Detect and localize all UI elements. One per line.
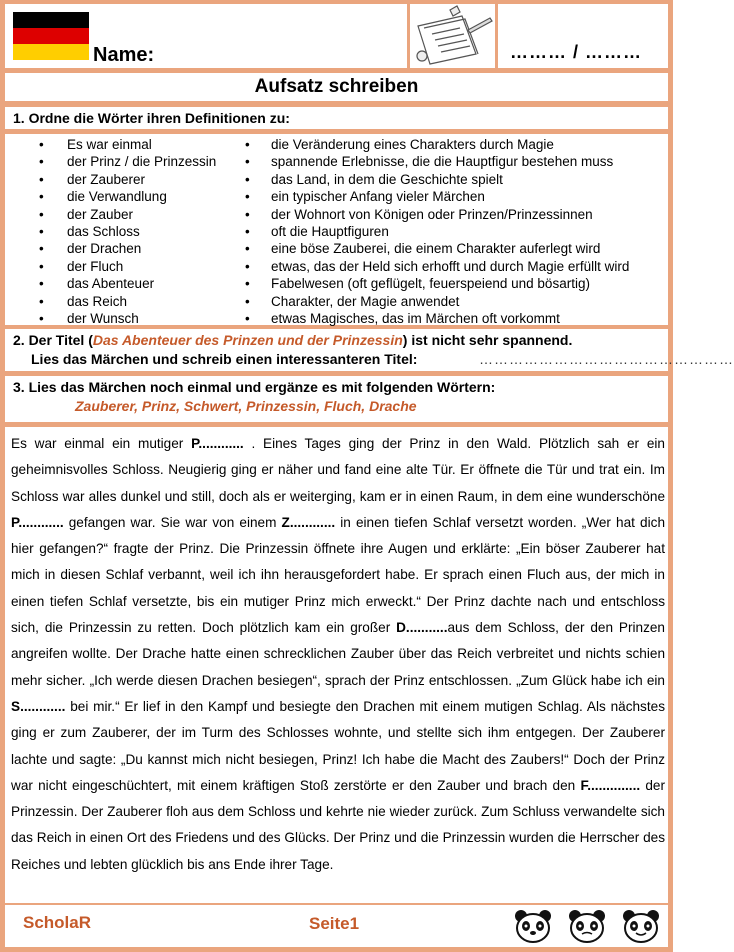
notebook-pen-icon [410, 4, 495, 68]
definition-item: eine böse Zauberei, die einem Charakter auferlegt wird [271, 241, 601, 257]
section1-heading: 1. Ordne die Wörter ihren Definitionen zu: [13, 110, 290, 126]
bullet-icon: • [39, 137, 44, 152]
word-item: das Reich [67, 293, 128, 309]
blank-prinz[interactable]: P............ [191, 436, 244, 451]
definition-item: der Wohnort von Königen oder Prinzen/Prinzessinnen [271, 206, 593, 222]
definition-item: spannende Erlebnisse, die die Hauptfigur bestehen muss [271, 154, 614, 170]
bullet-icon: • [245, 276, 250, 292]
bullet-icon: • [39, 241, 44, 257]
blank-fluch[interactable]: F.............. [580, 777, 641, 793]
bullet-icon: • [39, 223, 44, 239]
bullets-left [39, 136, 44, 327]
definition-item: ein typischer Anfang vieler Märchen [271, 189, 485, 205]
page-number: Seite1 [309, 914, 360, 933]
blank-drache[interactable]: D........... [396, 620, 448, 636]
definition-item: Fabelwesen (oft geflügelt, feuerspeiend und bösartig) [271, 276, 590, 292]
word-item: der Drachen [67, 241, 142, 257]
bullet-icon: • [39, 276, 44, 292]
word-item: die Verwandlung [67, 189, 167, 205]
german-flag-icon [13, 12, 89, 60]
bullet-icon: • [245, 310, 250, 326]
panda-icon [513, 908, 553, 944]
footer [5, 905, 668, 947]
page-title: Aufsatz schreiben [254, 76, 419, 97]
bullets-right [245, 136, 250, 327]
bullet-icon: • [245, 293, 250, 309]
blank-schwert[interactable]: S............ [11, 698, 66, 714]
word-item: das Schloss [67, 223, 140, 239]
matching-list [5, 134, 668, 325]
word-item: der Fluch [67, 258, 124, 274]
word-item: Es war einmal [67, 137, 152, 152]
word-item: der Wunsch [67, 310, 139, 326]
bullet-icon: • [39, 171, 44, 187]
definition-item: das Land, in dem die Geschichte spielt [271, 171, 503, 187]
writing-illustration [410, 4, 495, 68]
blank-prinzessin[interactable]: P............ [11, 514, 64, 530]
story-text: Es war einmal ein mutiger P............ . Eines Tages ging der Prinz in den Wald. Plötzlich sah er ein geheimnisvolles Schloss. Neugierig ging er näher und fand eine alte Tür. Er öffnete die Tür und trat ein. Im Schloss war alles dunkel und still, doch als er weiterging, kam er in einen Raum, in dem eine wunderschöne P............ gefangen war. Sie war von einem Z............ in einen tiefen Schlaf versetzt worden. „Wer hat dich hier gefangen?“ fragte der Prinz. Die Prinzessin öffnete ihre Augen und erklärte: „Ein böser Zauberer hat mich in diesen Schlaf verbannt, weil ich ihn herausgefordert habe. Er sprach einen Fluch aus, der mich in einen tiefen Schlaf versetzte, bis ein mutiger Prinz mich erweckt.“ Der Prinz dachte nach und entschloss sich, die Prinzessin zu retten. Doch plötzlich kam ein großer D...........aus dem Schloss, der den Prinzen angreifen wollte. Der Drache hatte einen schrecklichen Zauber über das Reich verbreitet und nichts schien mehr sicher. „Ich werde diesen Drachen besiegen“, sprach der Prinz entschlossen. „Zum Glück habe ich ein S............ bei mir.“ Er lief in den Kampf und besiegte den Drachen mit einem mutigen Schlag. Als nächstes ging er zum Zauberer, der im Turm des Schlosses wohnte, und stellte sich ihm entgegen. Der Zauberer lachte und sagte: „Du kannst mich nicht besiegen, Prinz! Ich habe die Macht des Zaubers!“ Doch der Prinz war nicht eingeschüchtert, mit einem kräftigen Stoß zerstörte er den Zauber und brach den F.............. der Prinzessin. Der Zauberer floh aus dem Schloss und kehrte nie wieder zurück. Zum Schluss verwandelte sich das Reich in einen Ort des Friedens und des Glücks. Der Prinz und die Prinzessin wurden die Herrscher des Reiches und lebten glücklich bis ans Ende ihrer Tage. [11, 436, 665, 872]
header-name-box [5, 4, 407, 68]
panda-icon [567, 908, 607, 944]
title-box [5, 73, 668, 101]
section1-header [5, 107, 668, 129]
story-box [5, 427, 668, 903]
bullet-icon: • [245, 154, 250, 170]
bullet-icon: • [245, 241, 250, 257]
name-label: Name: [93, 44, 155, 66]
panda-icon [621, 908, 661, 944]
section2 [5, 329, 734, 371]
bullet-icon: • [39, 206, 44, 222]
definition-item: Charakter, der Magie anwendet [271, 293, 460, 309]
section2-line1: 2. Der Titel (Das Abenteuer des Prinzen und der Prinzessin) ist nicht sehr spannend. [13, 332, 573, 348]
bullet-icon: • [39, 258, 44, 274]
brand-logo: ScholaR [23, 913, 92, 932]
definition-item: die Veränderung eines Charakters durch Magie [271, 137, 554, 152]
bullet-icon: • [245, 171, 250, 187]
words-column [67, 136, 216, 327]
word-item: der Zauber [67, 206, 134, 222]
section3-heading: 3. Lies das Märchen noch einmal und ergänze es mit folgenden Wörtern: [13, 379, 496, 395]
bullet-icon: • [245, 137, 250, 152]
definition-item: oft die Hauptfiguren [271, 223, 389, 239]
section2-line2: Lies das Märchen und schreib einen interessanteren Titel: [31, 351, 418, 367]
new-title-input[interactable]: …………………………………………… [479, 351, 734, 367]
word-item: das Abenteuer [67, 276, 155, 292]
word-item: der Zauberer [67, 171, 146, 187]
definition-item: etwas, das der Held sich erhofft und durch Magie erfüllt wird [271, 258, 630, 274]
current-title: Das Abenteuer des Prinzen und der Prinzessin [92, 332, 403, 348]
word-bank: Zauberer, Prinz, Schwert, Prinzessin, Fluch, Drache [75, 398, 417, 414]
definition-item: etwas Magisches, das im Märchen oft vorkommt [271, 310, 560, 326]
score-box [498, 4, 668, 68]
bullet-icon: • [245, 223, 250, 239]
bullet-icon: • [245, 206, 250, 222]
word-item: der Prinz / die Prinzessin [67, 154, 217, 170]
blank-zauberer[interactable]: Z............ [281, 514, 336, 530]
bullet-icon: • [245, 258, 250, 274]
bullet-icon: • [39, 310, 44, 326]
bullet-icon: • [39, 293, 44, 309]
bullet-icon: • [245, 189, 250, 205]
definitions-column [271, 136, 629, 327]
section3 [5, 376, 668, 422]
bullet-icon: • [39, 154, 44, 170]
score-field[interactable]: ……… / ……… [510, 42, 643, 62]
bullet-icon: • [39, 189, 44, 205]
